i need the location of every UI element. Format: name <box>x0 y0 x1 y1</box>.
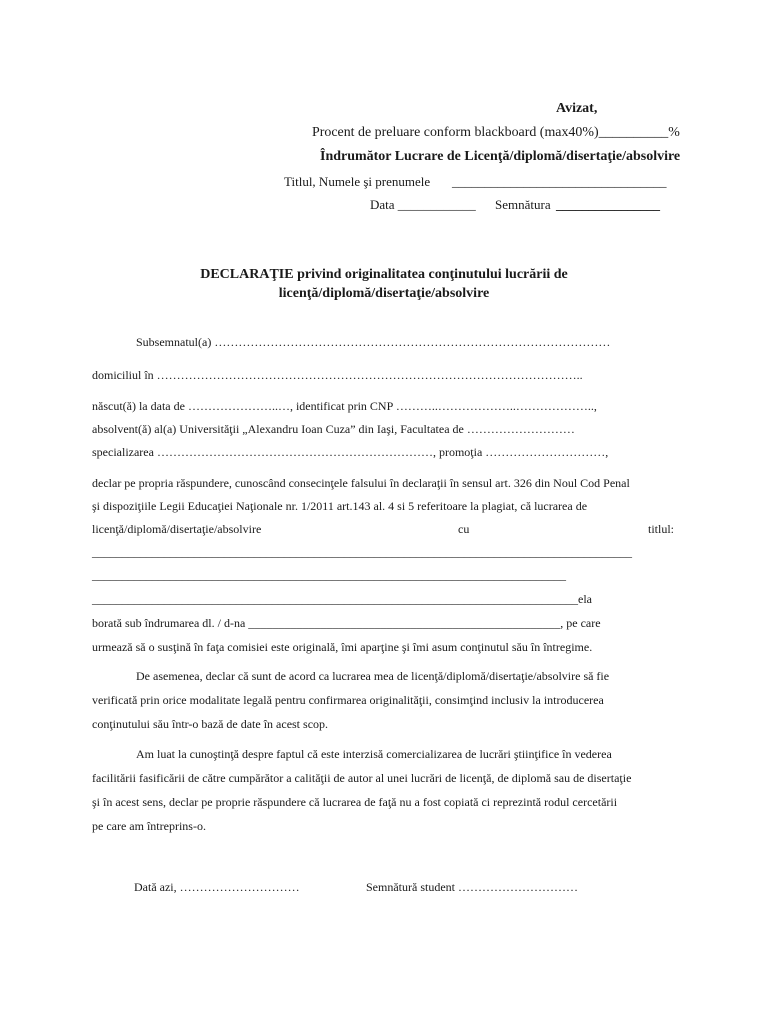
declar-line-3a: licenţă/diplomă/disertaţie/absolvire <box>92 522 262 536</box>
specializarea-line: specializarea ……………………………………………………………, promoţia …………………………, <box>92 445 609 459</box>
avizat-title: Avizat, <box>556 101 598 116</box>
data-avizat: Data ____________ <box>370 197 476 212</box>
nascut-line: născut(ă) la data de …………………..…, identificat prin CNP ………..………………..……………….., <box>92 399 597 413</box>
asemenea-line-2: verificată prin orice modalitate legală pentru confirmarea originalităţii, consimţind inclusiv la introducerea <box>92 693 604 707</box>
titlul-blank-1: __________________________________________________________________________________________ <box>92 545 632 559</box>
indrumator-label: Îndrumător Lucrare de Licenţă/diplomă/disertaţie/absolvire <box>320 149 681 164</box>
declar-line-1: declar pe propria răspundere, cunoscând consecinţele falsului în declaraţii în sensul art. 326 din Noul Cod Penal <box>92 476 630 490</box>
urmeaza-line: urmează să o susţină în faţa comisiei este originală, îmi aparţine şi îmi asum conţinutul său în întregime. <box>92 640 593 654</box>
subsemnatul-line: Subsemnatul(a) ……………………………………………………………………………………… <box>136 335 611 349</box>
semnatura-student: Semnătură student ………………………… <box>366 880 578 894</box>
cunostinta-line-4: pe care am întreprins-o. <box>92 819 206 833</box>
titlul-line: _________________________________ <box>452 174 667 189</box>
data-azi: Dată azi, ………………………… <box>134 880 300 894</box>
absolvent-line: absolvent(ă) al(a) Universităţii „Alexandru Ioan Cuza” din Iaşi, Facultatea de ……………………… <box>92 422 575 436</box>
titlul-label: Titlul, Numele şi prenumele <box>284 174 431 189</box>
cunostinta-line-2: facilitării fasificării de către cumpărător a calităţii de autor al unei lucrări de licenţă, de diplomă sau de disertaţie <box>92 771 632 785</box>
procent-preluare: Procent de preluare conform blackboard (max40%)__________% <box>312 125 680 140</box>
titlul-blank-2: _______________________________________________________________________________ <box>92 568 566 582</box>
heading-line-1: DECLARAŢIE privind originalitatea conţinutului lucrării de <box>200 267 568 282</box>
asemenea-line-1: De asemenea, declar că sunt de acord ca lucrarea mea de licenţă/diplomă/disertaţie/absolvire să fie <box>136 669 610 683</box>
cunostinta-line-3: şi în acest sens, declar pe proprie răspundere că lucrarea de faţă nu a fost copiată ci reprezintă rodul cercetării <box>92 795 618 809</box>
domiciliul-line: domiciliul în …………………………………………………………………………………………….. <box>92 368 583 382</box>
titlul-blank-3: _________________________________________________________________________________ela <box>92 592 592 606</box>
declar-line-3b: cu <box>458 522 470 536</box>
heading-line-2: licenţă/diplomă/disertaţie/absolvire <box>278 286 490 301</box>
cunostinta-line-1: Am luat la cunoştinţă despre faptul că este interzisă comercializarea de lucrări ştiinţifice în vederea <box>136 747 612 761</box>
asemenea-line-3: conţinutului său într-o bază de date în acest scop. <box>92 717 329 731</box>
declar-line-2: şi dispoziţiile Legii Educaţiei Naţionale nr. 1/2011 art.143 al. 4 si 5 referitoare la plagiat, că lucrarea de <box>92 499 588 513</box>
elaborata-line: borată sub îndrumarea dl. / d-na ____________________________________________________, pe care <box>92 616 601 630</box>
semnatura-avizat-label: Semnătura <box>495 197 551 212</box>
declar-line-3c: titlul: <box>648 522 675 536</box>
semnatura-avizat-line: ________________ <box>556 197 660 212</box>
